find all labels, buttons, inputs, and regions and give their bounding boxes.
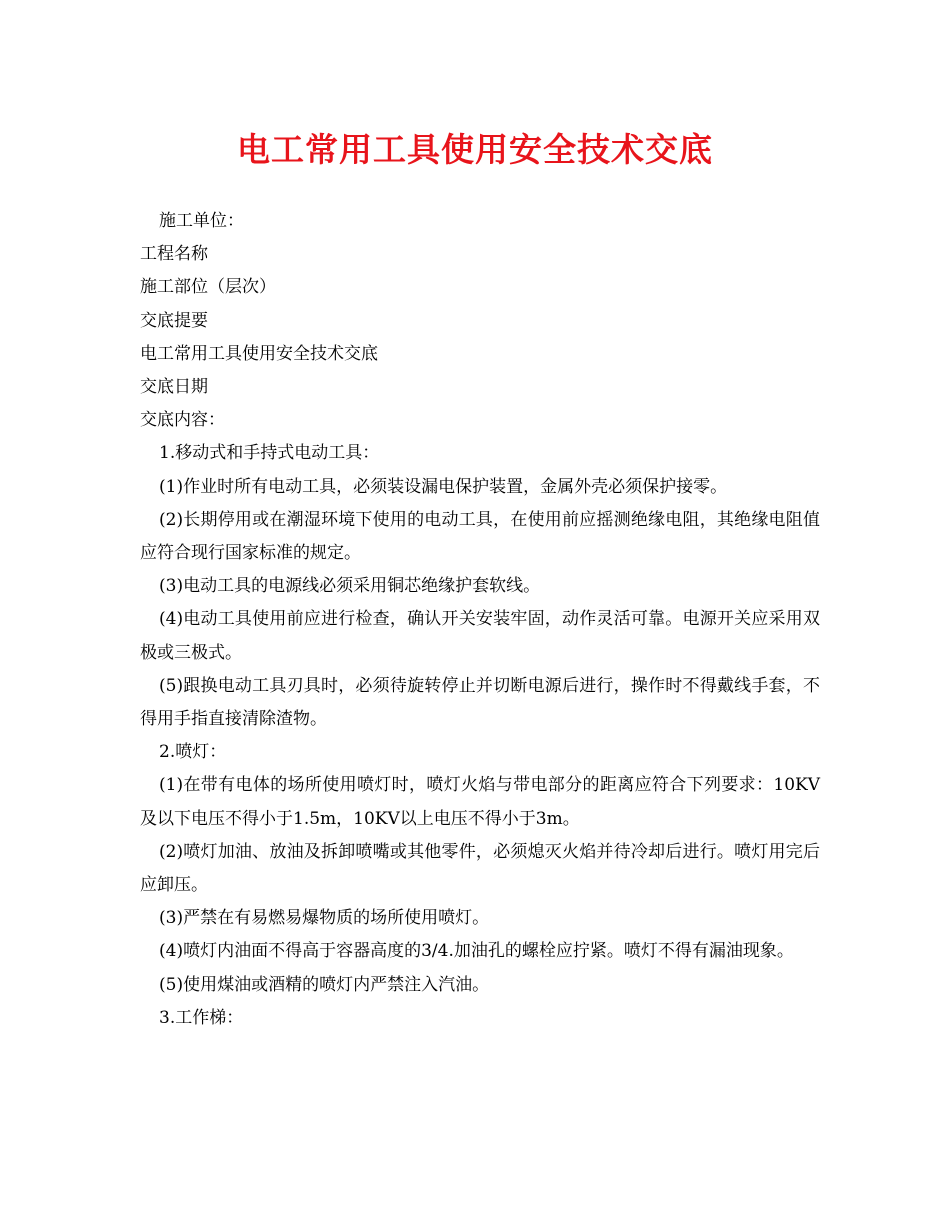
section-item: (4)喷灯内油面不得高于容器高度的3/4.加油孔的螺栓应拧紧。喷灯不得有漏油现象。 [159,941,794,962]
construction-location-field: 施工部位（层次） [140,277,276,298]
section-item: (1)在带有电体的场所使用喷灯时，喷灯火焰与带电部分的距离应符合下列要求：10KV及以下电压不得小于1.5m，10KV以上电压不得小于3m。 [140,775,820,829]
section-item: (4)电动工具使用前应进行检查，确认开关安装牢固，动作灵活可靠。电源开关应采用双极或三极式。 [140,609,820,663]
summary-label: 交底提要 [140,310,208,331]
document-body [140,205,820,1035]
section-item: (3)严禁在有易燃易爆物质的场所使用喷灯。 [159,908,490,929]
section-item: (2)喷灯加油、放油及拆卸喷嘴或其他零件，必须熄灭火焰并待冷却后进行。喷灯用完后应卸压。 [140,841,820,896]
construction-unit-field: 施工单位： [159,211,244,231]
section-heading: 1.移动式和手持式电动工具： [159,443,380,464]
section-item: (3)电动工具的电源线必须采用铜芯绝缘护套软线。 [159,576,541,597]
project-name-field: 工程名称 [140,244,208,265]
content-label: 交底内容： [140,410,225,431]
summary-value: 电工常用工具使用安全技术交底 [140,343,378,364]
section-item: (5)跟换电动工具刃具时，必须待旋转停止并切断电源后进行，操作时不得戴线手套，不得用手指直接清除渣物。 [140,675,820,730]
section-item: (1)作业时所有电动工具，必须装设漏电保护装置，金属外壳必须保护接零。 [159,476,728,497]
document-title: 电工常用工具使用安全技术交底 [237,130,713,169]
section-heading: 2.喷灯： [159,742,227,763]
section-heading: 3.工作梯： [159,1007,244,1028]
section-item: (2)长期停用或在潮湿环境下使用的电动工具，在使用前应摇测绝缘电阻，其绝缘电阻值应符合现行国家标准的规定。 [140,509,820,564]
section-item: (5)使用煤油或酒精的喷灯内严禁注入汽油。 [159,974,490,995]
date-label: 交底日期 [140,377,208,398]
